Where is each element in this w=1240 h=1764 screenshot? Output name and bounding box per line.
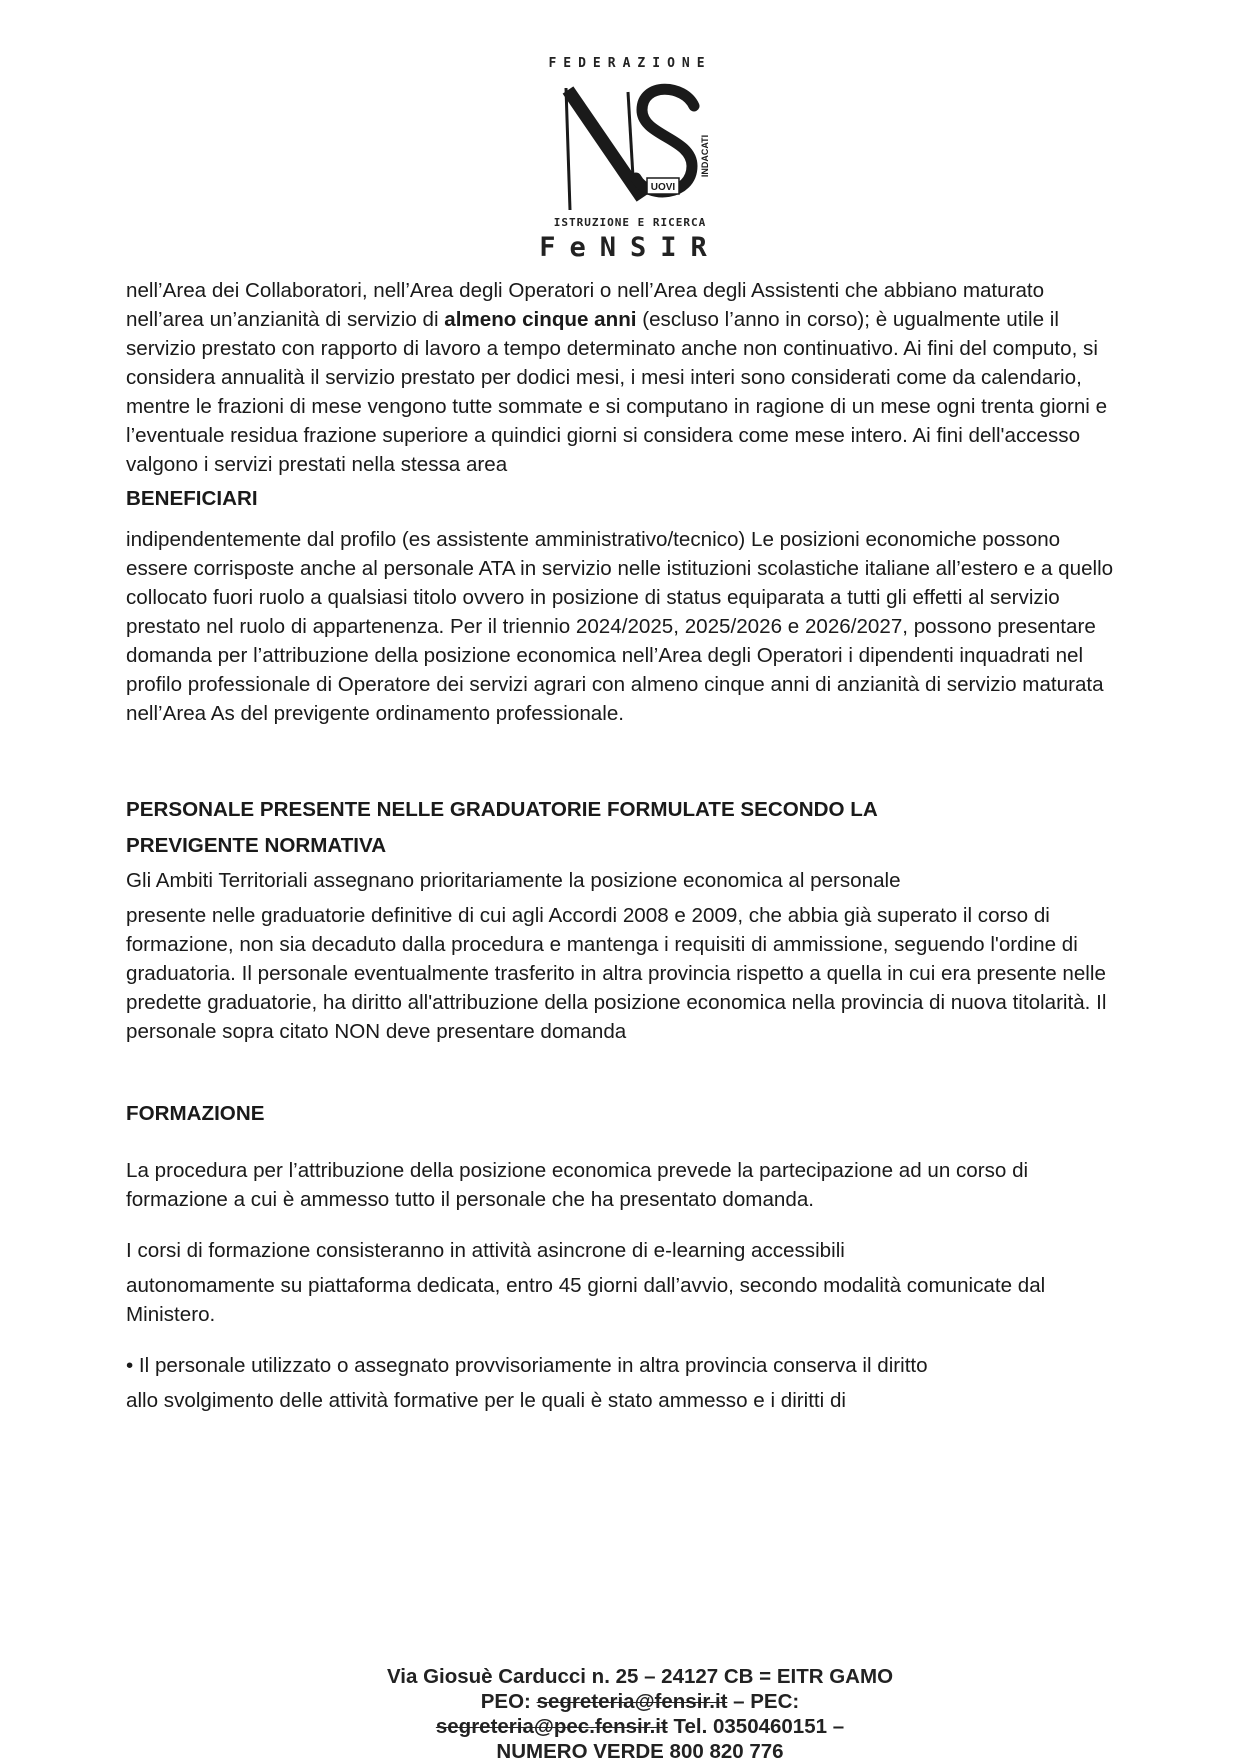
paragraph-corsi-line1: I corsi di formazione consisteranno in attività asincrone di e-learning accessibili bbox=[126, 1239, 845, 1262]
footer-email-line bbox=[330, 1689, 950, 1714]
document-body bbox=[126, 276, 1120, 1415]
logo-top-text: FEDERAZIONE bbox=[548, 56, 712, 71]
pec-email-link[interactable]: segreteria@pec.fensir.it bbox=[435, 1715, 668, 1738]
logo-uovi-text: UOVI bbox=[650, 182, 676, 193]
paragraph-eligibility-a: nell’Area dei Collaboratori, nell’Area degli Operatori o nell’Area degli Assistenti che abbiano maturato nell’area un’anzianità di servizio di bbox=[126, 279, 1045, 331]
paragraph-eligibility-emphasis: almeno cinque anni bbox=[444, 308, 637, 331]
heading-personale-line1: PERSONALE PRESENTE NELLE GRADUATORIE FORMULATE SECONDO LA bbox=[126, 798, 878, 821]
heading-personale-line2: PREVIGENTE NORMATIVA bbox=[126, 834, 387, 857]
paragraph-corsi: autonomamente su piattaforma dedicata, entro 45 giorni dall’avvio, secondo modalità comunicate dal Ministero. bbox=[126, 1274, 1046, 1326]
paragraph-personale-utilizzato-line2: allo svolgimento delle attività formative per le quali è stato ammesso e i diritti di bbox=[126, 1389, 846, 1412]
footer-peo-label: PEO: bbox=[480, 1690, 537, 1713]
footer-contacts bbox=[330, 1664, 950, 1764]
paragraph-personale: presente nelle graduatorie definitive di cui agli Accordi 2008 e 2009, che abbia già superato il corso di formazione, non sia decaduto dalla procedura e mantenga i requisiti di ammissione, seguendo l'ordine di graduatoria. Il personale eventualmente trasferito in altra provincia rispetto a quella in cui era presente nelle predette graduatorie, ha diritto all'attribuzione della posizione economica nella provincia di nuova titolarità. Il personale sopra citato NON deve presentare domanda bbox=[126, 904, 1107, 1043]
paragraph-eligibility bbox=[126, 276, 1120, 479]
heading-formazione: FORMAZIONE bbox=[126, 1102, 265, 1125]
footer-telephone: Tel. 0350460151 – bbox=[667, 1715, 845, 1738]
fensir-logo bbox=[530, 56, 730, 264]
logo-subtitle: ISTRUZIONE E RICERCA bbox=[553, 216, 707, 229]
paragraph-formazione-procedura: La procedura per l’attribuzione della posizione economica prevede la partecipazione ad un corso di formazione a cui è ammesso tutto il personale che ha presentato domanda. bbox=[126, 1159, 1029, 1211]
footer-pec-line bbox=[330, 1714, 950, 1739]
footer-numero-verde: NUMERO VERDE 800 820 776 bbox=[496, 1740, 784, 1763]
peo-email-link[interactable]: segreteria@fensir.it bbox=[536, 1690, 728, 1713]
logo-bottom-text: FeNSIR bbox=[539, 232, 721, 263]
ns-monogram-icon bbox=[544, 82, 716, 212]
paragraph-personale-line1: Gli Ambiti Territoriali assegnano prioritariamente la posizione economica al personale bbox=[126, 869, 901, 892]
logo-side-text: INDACATI bbox=[700, 134, 710, 178]
paragraph-personale-utilizzato-line1: • Il personale utilizzato o assegnato provvisoriamente in altra provincia conserva il diritto bbox=[126, 1354, 928, 1377]
footer-pec-label: – PEC: bbox=[727, 1690, 800, 1713]
paragraph-eligibility-c: (escluso l’anno in corso); è ugualmente utile il servizio prestato con rapporto di lavoro a tempo determinato anche non continuativo. Ai fini del computo, si considera annualità il servizio prestato per dodici mesi, i mesi interi sono considerati come da calendario, mentre le frazioni di mese vengono tutte sommate e si computano in ragione di un mese ogni trenta giorni e l’eventuale residua frazione superiore a quindici giorni si considera come mese intero. Ai fini dell'accesso valgono i servizi prestati nella stessa area bbox=[126, 308, 1108, 476]
paragraph-beneficiari: indipendentemente dal profilo (es assistente amministrativo/tecnico) Le posizioni economiche possono essere corrisposte anche al personale ATA in servizio nelle istituzioni scolastiche italiane all’estero e a quello collocato fuori ruolo a qualsiasi titolo ovvero in posizione di status equiparata a tutti gli effetti al servizio prestato nel ruolo di appartenenza. Per il triennio 2024/2025, 2025/2026 e 2026/2027, possono presentare domanda per l’attribuzione della posizione economica nell’Area degli Operatori i dipendenti inquadrati nel profilo professionale di Operatore dei servizi agrari con almeno cinque anni di anzianità di servizio maturata nell’Area As del previgente ordinamento professionale. bbox=[126, 528, 1114, 725]
footer-address: Via Giosuè Carducci n. 25 – 24127 CB = EITR GAMO bbox=[386, 1665, 894, 1688]
heading-beneficiari: BENEFICIARI bbox=[126, 487, 258, 510]
